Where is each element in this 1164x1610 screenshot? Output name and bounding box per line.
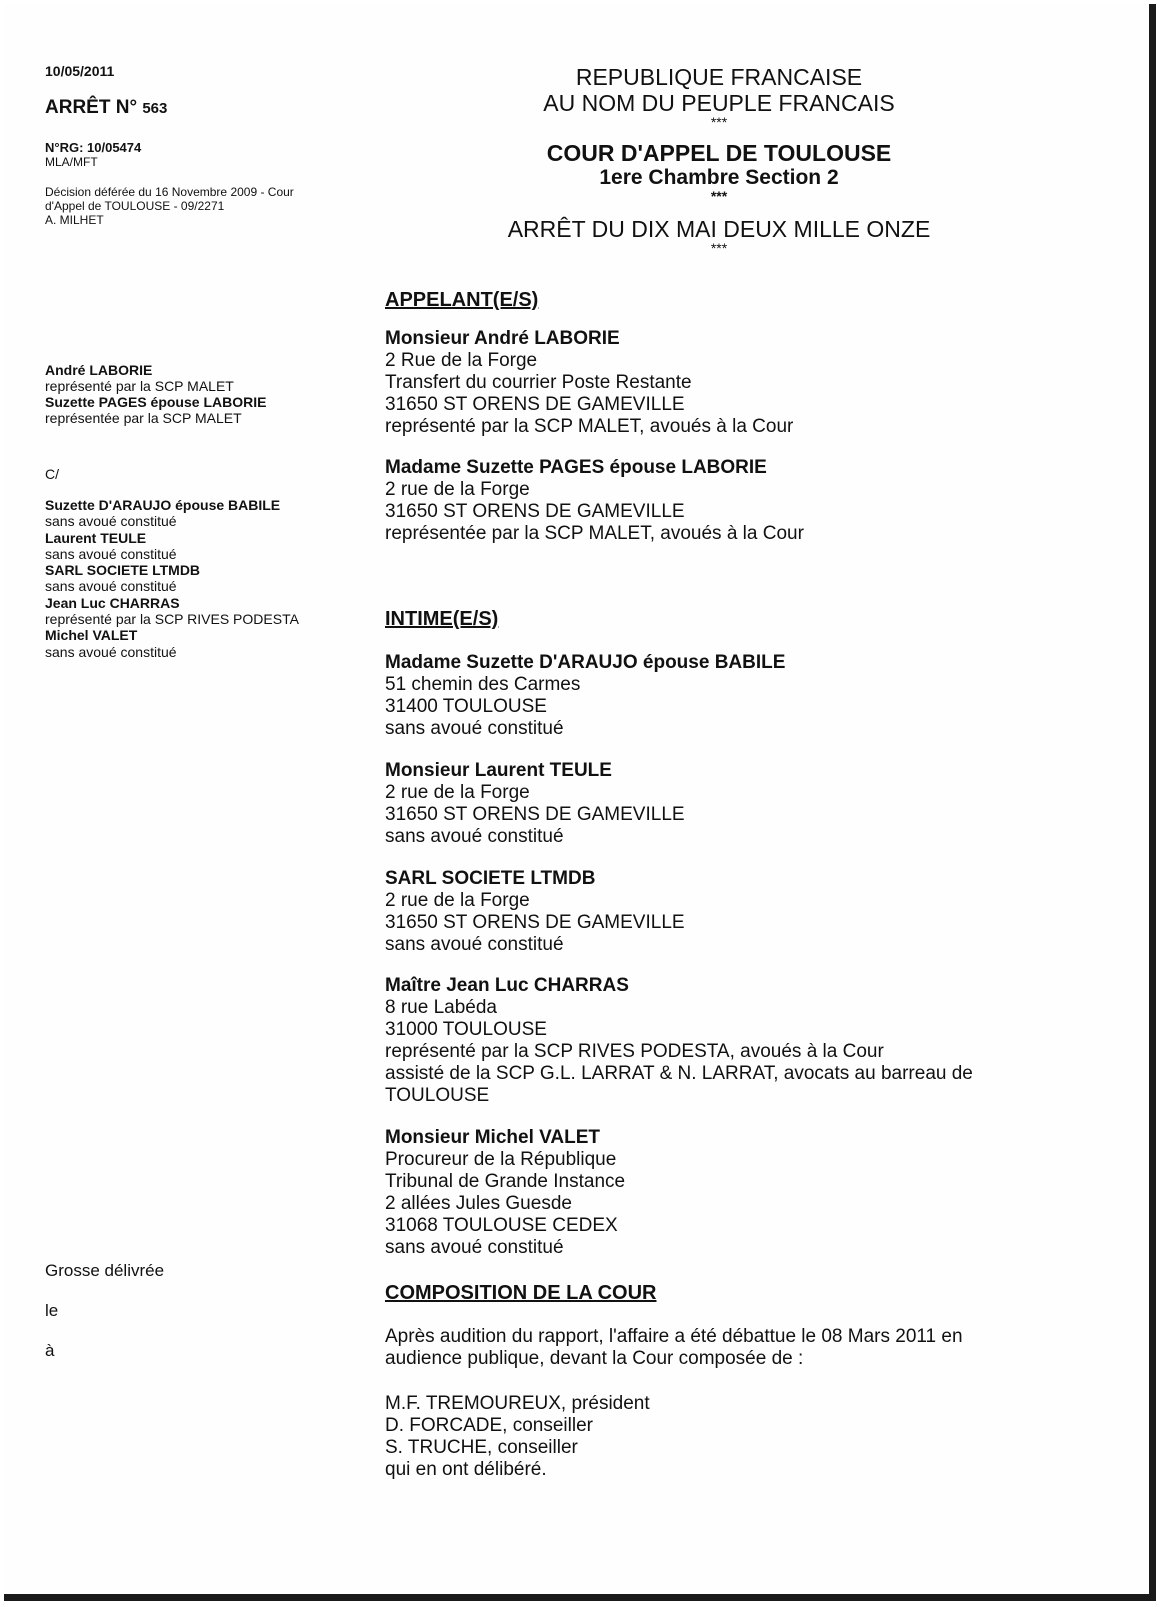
party-name: André LABORIE xyxy=(45,362,153,378)
party-name: Monsieur Michel VALET xyxy=(385,1127,601,1148)
document-page xyxy=(4,4,1156,1601)
party-name: Monsieur André LABORIE xyxy=(385,328,620,349)
party-rep: sans avoué constitué xyxy=(45,513,177,530)
party-rep: représentée par la SCP MALET xyxy=(45,410,242,426)
party-rep: représenté par la SCP MALET xyxy=(45,378,234,394)
composition-paragraph: Après audition du rapport, l'affaire a été débattue le 08 Mars 2011 en audience publique, devant la Cour composée de : xyxy=(385,1326,963,1369)
a-label: à xyxy=(45,1341,55,1360)
header-republique: REPUBLIQUE FRANCAISE AU NOM DU PEUPLE FRANCAIS *** xyxy=(439,64,999,128)
party-block: SARL SOCIETE LTMDB 2 rue de la Forge 31650 ST ORENS DE GAMEVILLE sans avoué constitué xyxy=(385,868,1085,956)
section-title-intimes: INTIME(E/S) xyxy=(385,608,499,630)
party-rep: sans avoué constitué xyxy=(45,578,177,595)
member: M.F. TREMOUREUX, président xyxy=(385,1393,650,1414)
initials: MLA/MFT xyxy=(45,155,98,169)
stars-separator: *** xyxy=(710,240,728,256)
left-defendants-list xyxy=(45,497,365,660)
party-block: Monsieur André LABORIE 2 Rue de la Forge Transfert du courrier Poste Restante 31650 ST ORENS DE GAMEVILLE représenté par la SCP MALET, avoués à la Cour xyxy=(385,328,1085,438)
header-cour xyxy=(439,140,999,202)
party-name: Laurent TEULE xyxy=(45,529,147,546)
stars-separator: *** xyxy=(710,114,728,130)
section-title-appelants: APPELANT(E/S) xyxy=(385,289,539,311)
court-members-list xyxy=(385,1393,1085,1481)
stars-separator: *** xyxy=(710,188,728,204)
party-name: SARL SOCIETE LTMDB xyxy=(385,868,596,889)
party-name: Maître Jean Luc CHARRAS xyxy=(385,975,629,996)
decision-reference: Décision déférée du 16 Novembre 2009 - Cour d'Appel de TOULOUSE - 09/2271 A. MILHET xyxy=(45,185,294,227)
member: qui en ont délibéré. xyxy=(385,1459,547,1480)
party-name: Michel VALET xyxy=(45,627,138,644)
party-block: Monsieur Laurent TEULE 2 rue de la Forge 31650 ST ORENS DE GAMEVILLE sans avoué constitué xyxy=(385,760,1085,848)
party-rep: représenté par la SCP RIVES PODESTA xyxy=(45,611,299,628)
member: D. FORCADE, conseiller xyxy=(385,1415,593,1436)
party-name: Suzette D'ARAUJO épouse BABILE xyxy=(45,497,281,513)
party-name: Madame Suzette D'ARAUJO épouse BABILE xyxy=(385,652,786,673)
party-block: Madame Suzette D'ARAUJO épouse BABILE 51 chemin des Carmes 31400 TOULOUSE sans avoué constitué xyxy=(385,652,1085,740)
chambre: 1ere Chambre Section 2 xyxy=(599,166,839,189)
arret-number: ARRÊT N° 563 xyxy=(45,97,168,118)
party-rep: sans avoué constitué xyxy=(45,643,177,660)
court-name: COUR D'APPEL DE TOULOUSE xyxy=(546,140,892,166)
party-name: Monsieur Laurent TEULE xyxy=(385,760,612,781)
party-rep: sans avoué constitué xyxy=(45,545,177,562)
party-name: SARL SOCIETE LTMDB xyxy=(45,562,201,579)
party-block: Maître Jean Luc CHARRAS 8 rue Labéda 31000 TOULOUSE représenté par la SCP RIVES PODESTA, avoués à la Cour assisté de la SCP G.L. LARRAT & N. LARRAT, avocats au barreau de TOULOUSE xyxy=(385,975,1085,1107)
party-name: Madame Suzette PAGES épouse LABORIE xyxy=(385,457,767,478)
decision-date: 10/05/2011 xyxy=(45,63,115,79)
header-arret-title: ARRÊT DU DIX MAI DEUX MILLE ONZE *** xyxy=(439,216,999,254)
party-name: Suzette PAGES épouse LABORIE xyxy=(45,394,267,410)
left-appellants-list xyxy=(45,362,365,426)
party-block: Madame Suzette PAGES épouse LABORIE 2 rue de la Forge 31650 ST ORENS DE GAMEVILLE représentée par la SCP MALET, avoués à la Cour xyxy=(385,457,1085,545)
party-block: Monsieur Michel VALET Procureur de la République Tribunal de Grande Instance 2 allées Jules Guesde 31068 TOULOUSE CEDEX sans avoué constitué xyxy=(385,1127,1085,1259)
section-title-composition: COMPOSITION DE LA COUR xyxy=(385,1282,657,1304)
rg-number: N°RG: 10/05474 xyxy=(45,140,142,155)
member: S. TRUCHE, conseiller xyxy=(385,1437,578,1458)
grosse-block xyxy=(45,1251,164,1371)
grosse-label: Grosse délivrée xyxy=(45,1261,165,1280)
contre-label: C/ xyxy=(45,466,59,482)
le-label: le xyxy=(45,1301,59,1320)
party-name: Jean Luc CHARRAS xyxy=(45,594,180,611)
